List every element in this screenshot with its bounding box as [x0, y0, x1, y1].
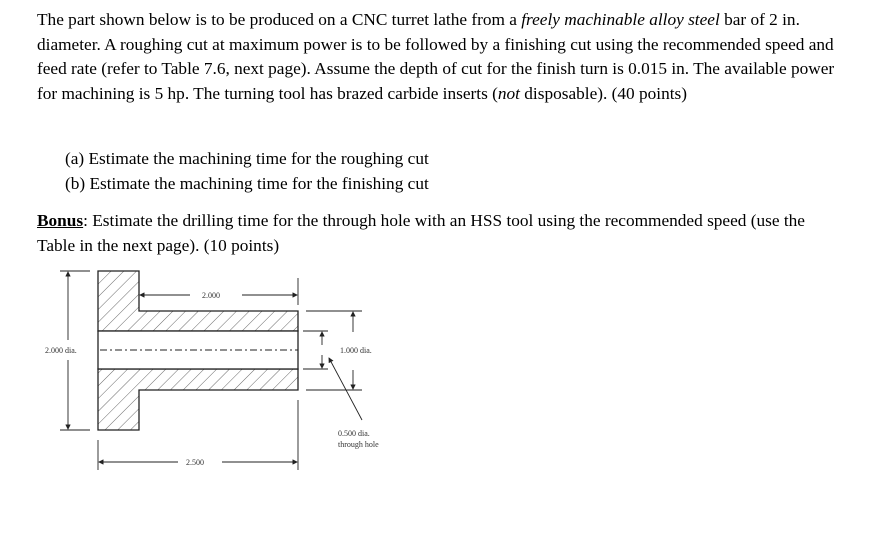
question-b: (b) Estimate the machining time for the finishing cut: [65, 173, 429, 193]
intro-text-cont: bar of 2 in. diameter. A roughing cut at maximum power is to be followed by a finishing cut using the recommended speed and feed rate (refer to Table 7.6, next page). Assume the depth of cut for the finish turn is 0.015 in. The available power for machining is 5 hp. The turning tool has brazed carbide inserts (: [37, 10, 835, 104]
not-text: not: [497, 84, 520, 104]
material-text: freely machinable alloy steel: [521, 10, 720, 29]
shaft-length-label: 2.000: [202, 291, 220, 300]
flange-dia-label: 2.000 dia.: [45, 346, 77, 355]
hole-dia-label: 0.500 dia.: [338, 429, 370, 438]
total-length-label: 2.500: [186, 458, 204, 467]
shaft-dia-label: 1.000 dia.: [340, 346, 372, 355]
bonus-label: Bonus: [37, 211, 84, 230]
intro-text: The part shown below is to be produced on a CNC turret lathe from a: [37, 10, 522, 29]
question-a: (a) Estimate the machining time for the roughing cut: [65, 149, 429, 168]
bonus-text: : Estimate the drilling time for the through hole with an HSS tool using the recommended speed (use the Table in the next page). (10 points): [37, 211, 805, 255]
hole-type-label: through hole: [338, 440, 379, 449]
intro-end: disposable). (40 points): [519, 84, 688, 104]
